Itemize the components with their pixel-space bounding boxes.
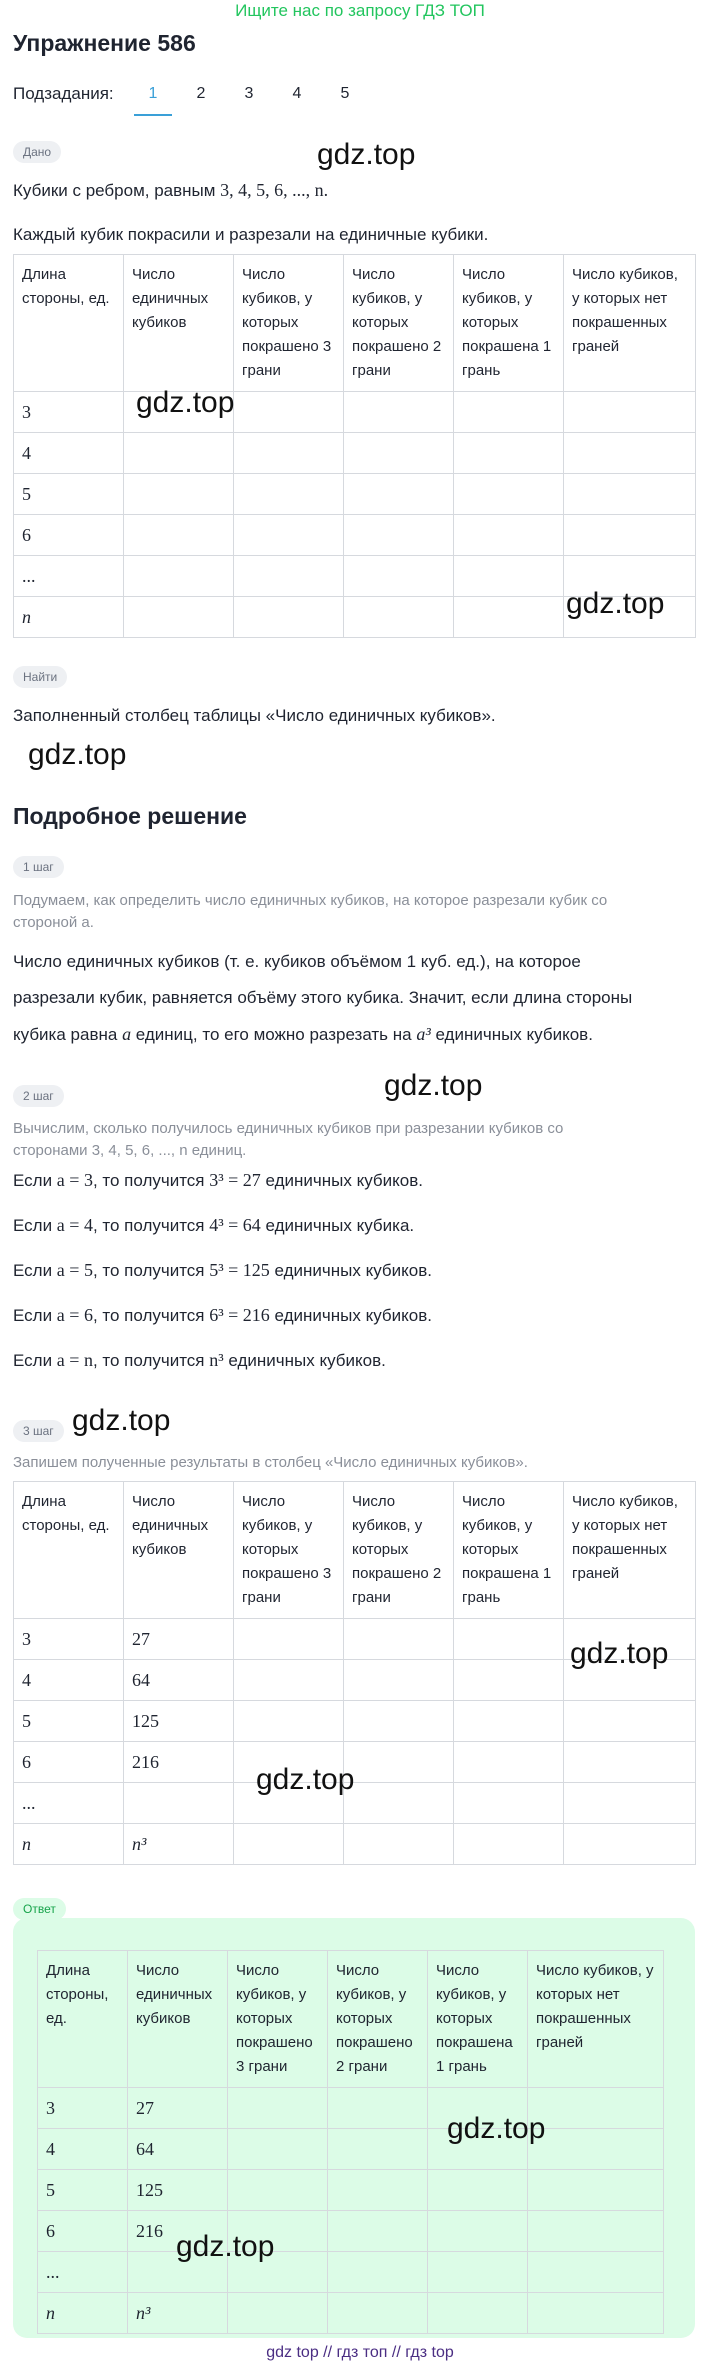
table-cell: ...: [14, 1783, 124, 1824]
table-cell: 3: [38, 2088, 128, 2129]
table-cell: [454, 1824, 564, 1865]
given-line-1-text: Кубики с ребром, равным: [13, 181, 221, 200]
step-2-line-post: единичных кубика.: [260, 1216, 415, 1235]
table-cell: [344, 556, 454, 597]
table-cell: [564, 1701, 696, 1742]
table-cell: [344, 1701, 454, 1742]
step-2-line-mid: , то получится: [92, 1306, 210, 1325]
step-2-line: [13, 1348, 708, 1373]
step-3-table: [13, 1481, 696, 1865]
table-header-cell: Длина стороны, ед.: [14, 1482, 124, 1619]
table-cell: [454, 433, 564, 474]
table-row: [14, 474, 696, 515]
find-pill: Найти: [13, 666, 67, 688]
step-2-line-mid: , то получится: [92, 1351, 210, 1370]
table-row: [14, 1783, 696, 1824]
step-2-line-mid: , то получится: [92, 1216, 210, 1235]
watermark: gdz.top: [136, 386, 235, 419]
footer-separator: //: [391, 2344, 401, 2361]
step-2-line-post: единичных кубиков.: [269, 1306, 432, 1325]
table-header-row: [38, 1951, 664, 2088]
table-cell: [234, 556, 344, 597]
table-cell: [228, 2088, 328, 2129]
table-cell: 3: [14, 392, 124, 433]
table-cell: [328, 2293, 428, 2334]
solution-title: Подробное решение: [13, 803, 247, 829]
table-cell: 3: [14, 1619, 124, 1660]
table-cell: 216: [128, 2211, 228, 2252]
table-cell: [14, 1824, 124, 1865]
watermark: gdz.top: [566, 587, 665, 620]
step-1-hint: Подумаем, как определить число единичных кубиков, на которое разрезали кубик со стороной a.: [13, 892, 608, 931]
table-cell: [128, 2293, 228, 2334]
table-row: [14, 433, 696, 474]
table-cell: 64: [128, 2129, 228, 2170]
table-cell: [124, 515, 234, 556]
table-row: [14, 515, 696, 556]
answer-pill: Ответ: [13, 1898, 66, 1920]
watermark: gdz.top: [570, 1637, 669, 1670]
table-header-cell: Число кубиков, у которых покрашено 3 грани: [234, 1482, 344, 1619]
find-text: Заполненный столбец таблицы «Число единичных кубиков».: [13, 706, 496, 725]
step-1-var-a: a: [122, 1024, 132, 1044]
table-cell: [38, 2293, 128, 2334]
table-cell: [454, 556, 564, 597]
table-cell: [234, 1660, 344, 1701]
table-header-cell: Число кубиков, у которых покрашена 1 грань: [454, 255, 564, 392]
watermark: gdz.top: [447, 2112, 546, 2145]
table-cell: ...: [38, 2252, 128, 2293]
table-cell: [234, 1701, 344, 1742]
table-cell: 4: [38, 2129, 128, 2170]
table-cell: 125: [124, 1701, 234, 1742]
step-2-line: [13, 1258, 708, 1283]
step-1-line-1: Число единичных кубиков (т. е. кубиков объёмом 1 куб. ед.), на которое: [13, 952, 581, 971]
step-1-line-3e: единичных кубиков.: [430, 1025, 593, 1044]
table-cell-value: n: [46, 2303, 55, 2323]
table-cell: [234, 515, 344, 556]
step-2-line-eq: a = n: [56, 1350, 93, 1370]
table-row: [14, 1742, 696, 1783]
table-cell: [328, 2170, 428, 2211]
table-cell: 64: [124, 1660, 234, 1701]
table-cell: [564, 392, 696, 433]
table-cell: [454, 474, 564, 515]
step-2-line-eq: a = 5: [56, 1260, 93, 1280]
table-cell: [344, 515, 454, 556]
watermark: gdz.top: [28, 738, 127, 771]
table-header-cell: Число кубиков, у которых покрашено 2 грани: [328, 1951, 428, 2088]
watermark: gdz.top: [384, 1069, 483, 1102]
table-cell: [234, 433, 344, 474]
step-2-line: [13, 1303, 708, 1328]
step-2-line: [13, 1168, 708, 1193]
table-cell-value: n³: [132, 1834, 147, 1854]
table-cell: [344, 1742, 454, 1783]
tab-subtask-1[interactable]: 1: [134, 72, 172, 116]
table-cell: [528, 2170, 664, 2211]
table-header-cell: Число кубиков, у которых нет покрашенных граней: [564, 255, 696, 392]
step-2-line-post: единичных кубиков.: [223, 1351, 386, 1370]
footer-separator: //: [323, 2344, 333, 2361]
tab-subtask-4[interactable]: 4: [292, 85, 302, 102]
table-cell: [228, 2170, 328, 2211]
table-cell: 6: [14, 1742, 124, 1783]
table-header-cell: Число кубиков, у которых покрашена 1 грань: [428, 1951, 528, 2088]
table-cell: 5: [14, 474, 124, 515]
table-cell-value: n: [22, 1834, 31, 1854]
table-cell: [528, 2088, 664, 2129]
table-cell: 27: [128, 2088, 228, 2129]
table-header-cell: Длина стороны, ед.: [14, 255, 124, 392]
table-header-cell: Число единичных кубиков: [128, 1951, 228, 2088]
table-header-cell: Число кубиков, у которых покрашено 3 грани: [234, 255, 344, 392]
watermark: gdz.top: [317, 138, 416, 171]
step-2-line-pre: Если: [13, 1306, 57, 1325]
footer-links: [0, 2344, 720, 2362]
table-row: [38, 2088, 664, 2129]
table-row: [14, 1824, 696, 1865]
table-row: [38, 2170, 664, 2211]
step-2-line-res: n³: [209, 1350, 224, 1370]
table-cell: [328, 2211, 428, 2252]
subtasks-label: Подзадания:: [13, 84, 114, 103]
step-2-line-res: 4³ = 64: [209, 1215, 261, 1235]
table-cell: [234, 597, 344, 638]
table-row: [14, 1701, 696, 1742]
step-1-line-2: разрезали кубик, равняется объёму этого кубика. Значит, если длина стороны: [13, 988, 633, 1007]
table-cell: [454, 1701, 564, 1742]
table-cell: [454, 1619, 564, 1660]
table-cell: [124, 433, 234, 474]
table-cell-value: n³: [136, 2303, 151, 2323]
table-cell: 125: [128, 2170, 228, 2211]
table-cell: [564, 1783, 696, 1824]
given-table: [13, 254, 696, 638]
table-cell-value: n: [22, 607, 31, 627]
table-cell: [124, 1783, 234, 1824]
table-cell: [344, 1660, 454, 1701]
step-2-line-eq: a = 3: [56, 1170, 93, 1190]
step-1-line-3: [13, 1022, 708, 1047]
table-header-row: [14, 255, 696, 392]
table-cell: [454, 392, 564, 433]
table-cell: [14, 597, 124, 638]
table-cell: 5: [14, 1701, 124, 1742]
table-row: [14, 392, 696, 433]
tab-subtask-2[interactable]: 2: [196, 85, 206, 102]
table-cell: [234, 474, 344, 515]
table-cell: [454, 597, 564, 638]
watermark: gdz.top: [256, 1763, 355, 1796]
table-cell: [344, 1824, 454, 1865]
step-3-hint: Запишем полученные результаты в столбец «Число единичных кубиков».: [13, 1454, 528, 1471]
table-header-cell: Число кубиков, у которых нет покрашенных граней: [564, 1482, 696, 1619]
step-2-line-pre: Если: [13, 1171, 57, 1190]
table-cell: [344, 474, 454, 515]
step-2-line-mid: , то получится: [92, 1261, 210, 1280]
table-cell: [564, 1742, 696, 1783]
table-header-cell: Число кубиков, у которых покрашена 1 грань: [454, 1482, 564, 1619]
table-cell: 27: [124, 1619, 234, 1660]
table-row: [38, 2252, 664, 2293]
table-cell: 4: [14, 433, 124, 474]
table-cell: 5: [38, 2170, 128, 2211]
step-2-line-pre: Если: [13, 1216, 57, 1235]
table-header-cell: Число единичных кубиков: [124, 1482, 234, 1619]
answer-table: [37, 1950, 664, 2334]
table-cell: [234, 392, 344, 433]
given-line-1: [13, 178, 708, 203]
table-cell: 6: [38, 2211, 128, 2252]
table-cell: [528, 2293, 664, 2334]
given-line-1-math: 3, 4, 5, 6, ..., n.: [220, 180, 329, 200]
table-header-cell: Число кубиков, у которых покрашено 2 грани: [344, 1482, 454, 1619]
step-2-line-eq: a = 6: [56, 1305, 93, 1325]
table-cell: [124, 474, 234, 515]
step-2-hint-2: сторонами 3, 4, 5, 6, ..., n единиц.: [13, 1142, 247, 1159]
table-header-cell: Число кубиков, у которых покрашено 3 грани: [228, 1951, 328, 2088]
page-title: Упражнение 586: [13, 30, 196, 56]
table-cell: [344, 392, 454, 433]
table-cell: [564, 433, 696, 474]
promo-banner: Ищите нас по запросу ГДЗ ТОП: [235, 1, 485, 20]
table-row: [38, 2129, 664, 2170]
step-2-line-res: 6³ = 216: [209, 1305, 270, 1325]
step-2-line-post: единичных кубиков.: [269, 1261, 432, 1280]
table-cell: [124, 1824, 234, 1865]
table-cell: [344, 433, 454, 474]
step-3-pill: 3 шаг: [13, 1420, 64, 1442]
table-cell: [328, 2252, 428, 2293]
step-2-line-post: единичных кубиков.: [260, 1171, 423, 1190]
step-2-line-res: 3³ = 27: [209, 1170, 261, 1190]
table-cell: [564, 474, 696, 515]
table-cell: [428, 2170, 528, 2211]
table-cell: 4: [14, 1660, 124, 1701]
table-cell: [344, 1619, 454, 1660]
given-pill: Дано: [13, 141, 61, 163]
table-cell: [428, 2293, 528, 2334]
step-2-line-mid: , то получится: [92, 1171, 210, 1190]
table-row: [38, 2211, 664, 2252]
table-header-cell: Число кубиков, у которых нет покрашенных граней: [528, 1951, 664, 2088]
step-2-line-res: 5³ = 125: [209, 1260, 270, 1280]
table-row: [38, 2293, 664, 2334]
table-cell: [328, 2088, 428, 2129]
table-cell: [234, 1824, 344, 1865]
step-1-line-3c: единиц, то его можно разрезать на: [131, 1025, 417, 1044]
watermark: gdz.top: [72, 1404, 171, 1437]
table-header-cell: Число кубиков, у которых покрашено 2 грани: [344, 255, 454, 392]
table-cell: [228, 2129, 328, 2170]
footer-link-3[interactable]: гдз top: [405, 2344, 454, 2361]
table-cell: [528, 2129, 664, 2170]
table-cell: [454, 515, 564, 556]
step-1-line-3a: кубика равна: [13, 1025, 123, 1044]
step-1-pill: 1 шаг: [13, 856, 64, 878]
given-line-2: Каждый кубик покрасили и разрезали на единичные кубики.: [13, 225, 489, 244]
tab-subtask-3[interactable]: 3: [244, 85, 254, 102]
step-2-line-pre: Если: [13, 1351, 57, 1370]
table-cell: [344, 597, 454, 638]
step-2-pill: 2 шаг: [13, 1085, 64, 1107]
table-cell: [454, 1742, 564, 1783]
step-2-hint-1: Вычислим, сколько получилось единичных кубиков при разрезании кубиков со: [13, 1120, 564, 1137]
table-cell: [528, 2252, 664, 2293]
watermark: gdz.top: [176, 2230, 275, 2263]
table-cell: [124, 597, 234, 638]
tab-subtask-5[interactable]: 5: [340, 85, 350, 102]
table-cell: 216: [124, 1742, 234, 1783]
table-cell: [564, 1824, 696, 1865]
table-cell: [428, 2252, 528, 2293]
table-cell: [454, 1660, 564, 1701]
table-cell: [344, 1783, 454, 1824]
table-header-cell: Число единичных кубиков: [124, 255, 234, 392]
step-2-line: [13, 1213, 708, 1238]
table-cell: [228, 2293, 328, 2334]
table-header-row: [14, 1482, 696, 1619]
table-cell: [428, 2211, 528, 2252]
step-2-line-pre: Если: [13, 1261, 57, 1280]
step-1-a-cubed: a³: [416, 1024, 431, 1044]
table-cell: ...: [14, 556, 124, 597]
table-cell: [454, 1783, 564, 1824]
footer-link-1[interactable]: gdz top: [266, 2344, 319, 2361]
table-cell: [528, 2211, 664, 2252]
table-cell: [328, 2129, 428, 2170]
table-cell: [234, 1619, 344, 1660]
table-cell: 6: [14, 515, 124, 556]
table-header-cell: Длина стороны, ед.: [38, 1951, 128, 2088]
table-cell: [564, 515, 696, 556]
table-cell: [124, 556, 234, 597]
step-2-line-eq: a = 4: [56, 1215, 93, 1235]
footer-link-2[interactable]: гдз топ: [336, 2344, 388, 2361]
